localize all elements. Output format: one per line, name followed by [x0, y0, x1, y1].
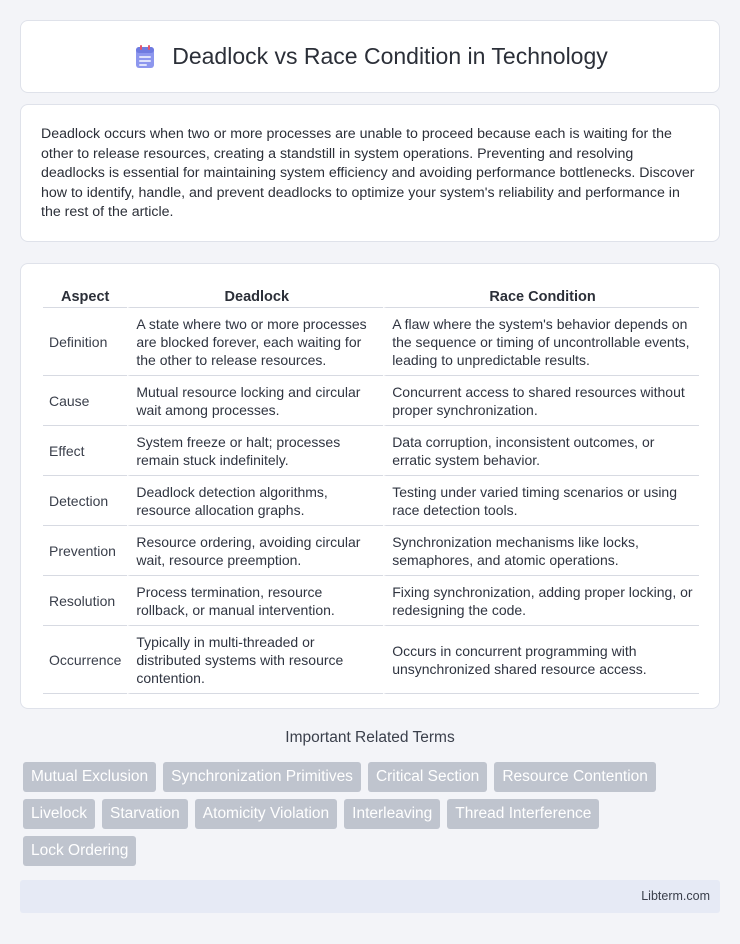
related-terms-heading: Important Related Terms [285, 729, 455, 746]
row-race-condition: Concurrent access to shared resources without proper synchronization. [383, 376, 699, 426]
tag-livelock[interactable]: Livelock [23, 799, 95, 829]
comparison-table-card [20, 263, 720, 709]
row-deadlock: Deadlock detection algorithms, resource allocation graphs. [127, 476, 383, 526]
tag-interleaving[interactable]: Interleaving [344, 799, 440, 829]
table-row [43, 308, 699, 376]
table-row [43, 576, 699, 626]
tag-starvation[interactable]: Starvation [102, 799, 188, 829]
row-deadlock: Process termination, resource rollback, or manual intervention. [127, 576, 383, 626]
row-aspect: Effect [43, 426, 127, 476]
tag-atomicity-violation[interactable]: Atomicity Violation [195, 799, 337, 829]
table-row [43, 476, 699, 526]
row-race-condition: Occurs in concurrent programming with unsynchronized shared resource access. [383, 626, 699, 694]
row-aspect: Cause [43, 376, 127, 426]
page-title: Deadlock vs Race Condition in Technology [172, 43, 608, 69]
row-race-condition: Fixing synchronization, adding proper locking, or redesigning the code. [383, 576, 699, 626]
comparison-table [43, 282, 699, 694]
row-deadlock: Resource ordering, avoiding circular wait, resource preemption. [127, 526, 383, 576]
table-row [43, 526, 699, 576]
row-aspect: Definition [43, 308, 127, 376]
tag-critical-section[interactable]: Critical Section [368, 762, 487, 792]
row-race-condition: Data corruption, inconsistent outcomes, or erratic system behavior. [383, 426, 699, 476]
header-aspect: Aspect [43, 282, 127, 308]
table-row [43, 626, 699, 694]
row-race-condition: A flaw where the system's behavior depends on the sequence or timing of uncontrollable events, leading to unpredictable results. [383, 308, 699, 376]
row-aspect: Detection [43, 476, 127, 526]
table-row [43, 376, 699, 426]
tag-mutual-exclusion[interactable]: Mutual Exclusion [23, 762, 156, 792]
tag-lock-ordering[interactable]: Lock Ordering [23, 836, 136, 866]
row-race-condition: Testing under varied timing scenarios or using race detection tools. [383, 476, 699, 526]
tag-synchronization-primitives[interactable]: Synchronization Primitives [163, 762, 361, 792]
row-race-condition: Synchronization mechanisms like locks, semaphores, and atomic operations. [383, 526, 699, 576]
intro-card [20, 104, 720, 242]
row-deadlock: Typically in multi-threaded or distributed systems with resource contention. [127, 626, 383, 694]
row-deadlock: System freeze or halt; processes remain stuck indefinitely. [127, 426, 383, 476]
intro-text: Deadlock occurs when two or more processes are unable to proceed because each is waiting for the other to release resources, creating a standstill in system operations. Preventing and resolving deadlocks is essential for maintaining system efficiency and avoiding performance bottlenecks. Discover how to identify, handle, and prevent deadlocks to optimize your system's reliability and performance in the rest of the article. [41, 126, 695, 220]
title-card [20, 20, 720, 93]
footer-site-link[interactable]: Libterm.com [641, 889, 710, 903]
table-header-row [43, 282, 699, 308]
row-aspect: Prevention [43, 526, 127, 576]
row-deadlock: A state where two or more processes are blocked forever, each waiting for the other to release resources. [127, 308, 383, 376]
related-terms-tags [23, 762, 713, 866]
table-row [43, 426, 699, 476]
footer [20, 880, 720, 913]
tag-thread-interference[interactable]: Thread Interference [447, 799, 599, 829]
header-deadlock: Deadlock [127, 282, 383, 308]
document-icon [132, 44, 158, 70]
row-aspect: Occurrence [43, 626, 127, 694]
row-deadlock: Mutual resource locking and circular wait among processes. [127, 376, 383, 426]
row-aspect: Resolution [43, 576, 127, 626]
tag-resource-contention[interactable]: Resource Contention [494, 762, 656, 792]
header-race-condition: Race Condition [383, 282, 699, 308]
